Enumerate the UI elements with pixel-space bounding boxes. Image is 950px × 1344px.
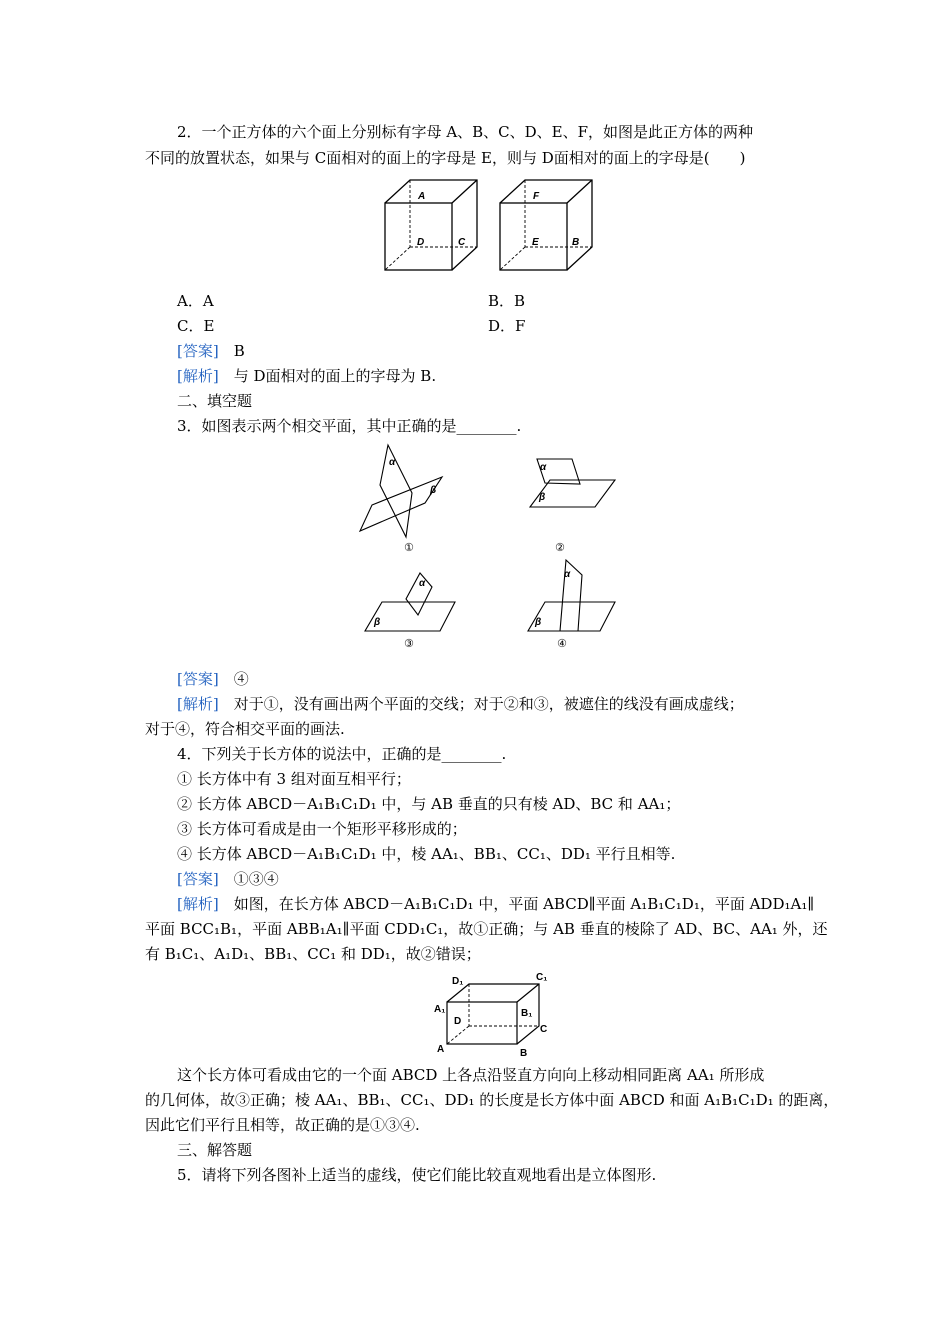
fig1-alpha: α xyxy=(389,457,396,468)
answer-tag: [答案] xyxy=(177,342,219,360)
fig4-alpha: α xyxy=(564,569,571,580)
fig4-caption: ④ xyxy=(557,638,567,650)
q4-analysis-line1 xyxy=(177,894,814,914)
label-a1: A₁ xyxy=(434,1004,446,1015)
analysis-tag: [解析] xyxy=(177,367,219,385)
q4-continue-line1: 这个长方体可看成由它的一个面 ABCD 上各点沿竖直方向向上移动相同距离 AA₁ 所形成 xyxy=(177,1066,765,1084)
q2-answer xyxy=(177,341,245,361)
fig4-beta: β xyxy=(535,617,542,628)
q4-stem: 4．下列关于长方体的说法中，正确的是________. xyxy=(177,745,507,763)
q2-option-c: C．E xyxy=(177,317,215,335)
analysis-text: 如图，在长方体 ABCD－A₁B₁C₁D₁ 中，平面 ABCD∥平面 A₁B₁C₁D₁，平面 ADD₁A₁∥ xyxy=(233,895,815,913)
answer-tag: [答案] xyxy=(177,870,219,888)
q2-option-a: A．A xyxy=(177,292,214,310)
label-d1: D₁ xyxy=(452,976,464,987)
answer-tag: [答案] xyxy=(177,670,219,688)
q2-option-d: D．F xyxy=(488,317,526,335)
fig1-beta: β xyxy=(430,485,437,496)
q3-answer xyxy=(177,669,249,689)
q4-continue-line2: 的几何体，故③正确；棱 AA₁、BB₁、CC₁、DD₁ 的长度是长方体中面 ABCD 和面 A₁B₁C₁D₁ 的距离， xyxy=(145,1091,839,1109)
q4-analysis-line2: 平面 BCC₁B₁，平面 ABB₁A₁∥平面 CDD₁C₁，故①正确；与 AB 垂直的棱除了 AD、BC、AA₁ 外，还 xyxy=(145,920,828,938)
cube2-label-side: B xyxy=(572,237,580,248)
fig1-caption: ① xyxy=(404,542,414,554)
fig2-caption: ② xyxy=(555,542,565,554)
analysis-tag: [解析] xyxy=(177,695,219,713)
label-c1: C₁ xyxy=(536,972,548,983)
q2-analysis xyxy=(177,366,436,386)
cube1-label-front: D xyxy=(417,237,425,248)
label-b1: B₁ xyxy=(521,1008,533,1019)
q4-item-3: ③ 长方体可看成是由一个矩形平移形成的； xyxy=(177,820,467,838)
label-b: B xyxy=(520,1048,528,1059)
cube2-label-front: E xyxy=(532,237,539,248)
q3-analysis-line1 xyxy=(177,694,744,714)
cube-1 xyxy=(385,180,477,270)
cube1-label-top: A xyxy=(418,191,426,202)
q3-analysis-line2: 对于④，符合相交平面的画法. xyxy=(145,720,345,738)
plane-figures xyxy=(360,445,620,655)
analysis-tag: [解析] xyxy=(177,895,219,913)
fig2-alpha: α xyxy=(540,462,547,473)
answer-text: ④ xyxy=(233,670,249,688)
analysis-text: 对于①，没有画出两个平面的交线；对于②和③，被遮住的线没有画成虚线； xyxy=(233,695,744,713)
q4-item-1: ① 长方体中有 3 组对面互相平行； xyxy=(177,770,411,788)
label-d: D xyxy=(454,1016,462,1027)
analysis-text: 与 D面相对的面上的字母为 B. xyxy=(233,367,437,385)
cube1-label-side: C xyxy=(458,237,466,248)
answer-text: B xyxy=(233,342,245,360)
section-heading-3: 三、解答题 xyxy=(177,1141,253,1159)
answer-text: ①③④ xyxy=(233,870,279,888)
q5-stem: 5．请将下列各图补上适当的虚线，使它们能比较直观地看出是立体图形. xyxy=(177,1166,657,1184)
q4-continue-line3: 因此它们平行且相等，故正确的是①③④. xyxy=(145,1116,420,1134)
q2-stem-line1: 2．一个正方体的六个面上分别标有字母 A、B、C、D、E、F，如图是此正方体的两种 xyxy=(177,123,754,141)
cube-figures xyxy=(380,178,610,278)
q4-answer xyxy=(177,869,279,889)
label-a: A xyxy=(437,1044,445,1055)
q4-item-4: ④ 长方体 ABCD－A₁B₁C₁D₁ 中，棱 AA₁、BB₁、CC₁、DD₁ 平行且相等. xyxy=(177,845,676,863)
fig3-alpha: α xyxy=(419,578,426,589)
fig2-beta: β xyxy=(539,492,546,503)
fig3-caption: ③ xyxy=(404,638,414,650)
q3-stem: 3．如图表示两个相交平面，其中正确的是________. xyxy=(177,417,522,435)
q2-stem-line2: 不同的放置状态，如果与 C面相对的面上的字母是 E，则与 D面相对的面上的字母是( ) xyxy=(145,149,746,167)
cube-2 xyxy=(500,180,592,270)
q2-option-b: B．B xyxy=(488,292,526,310)
cuboid-figure xyxy=(432,970,552,1060)
fig3-beta: β xyxy=(374,617,381,628)
cube2-label-top: F xyxy=(533,191,540,202)
q4-item-2: ② 长方体 ABCD－A₁B₁C₁D₁ 中，与 AB 垂直的只有棱 AD、BC 和 AA₁； xyxy=(177,795,681,813)
q4-analysis-line3: 有 B₁C₁、A₁D₁、BB₁、CC₁ 和 DD₁，故②错误； xyxy=(145,945,481,963)
section-heading-2: 二、填空题 xyxy=(177,392,253,410)
label-c: C xyxy=(540,1024,548,1035)
